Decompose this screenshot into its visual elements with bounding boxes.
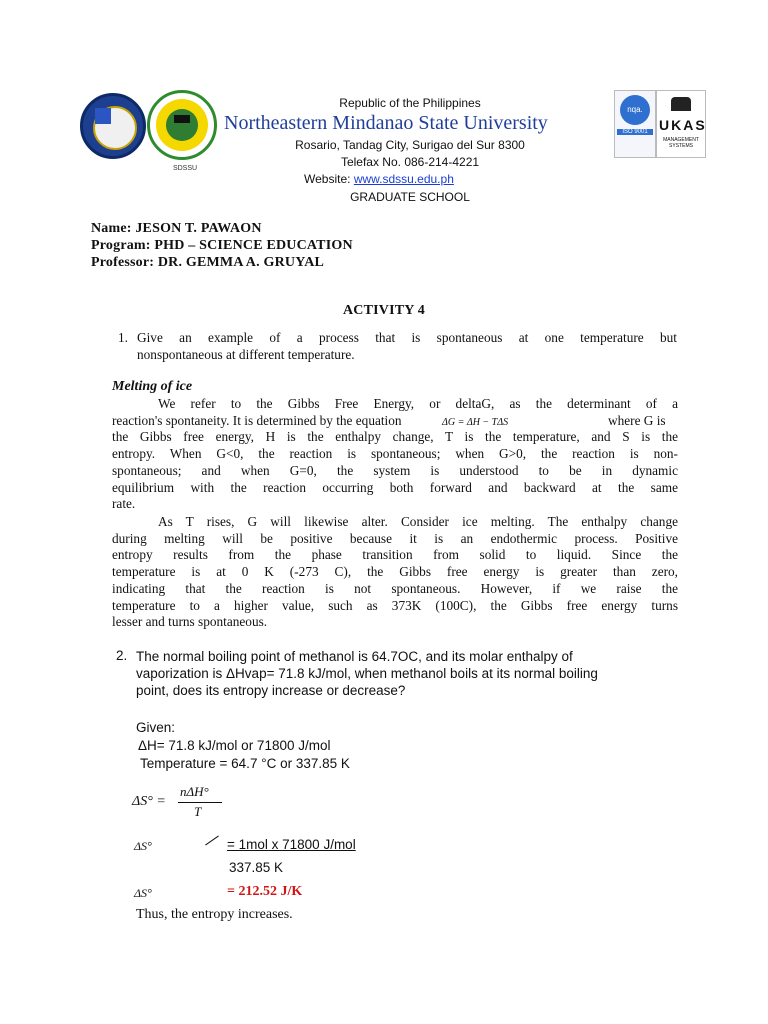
q1-p1-line-b: where G is [608,412,666,428]
website-line [304,172,524,186]
q2-line: vaporization is ΔHvap= 71.8 kJ/mol, when methanol boils at its normal boiling [136,666,598,681]
given-label: Given: [136,720,176,735]
republic-line: Republic of the Philippines [339,96,481,110]
address-line: Rosario, Tandag City, Surigao del Sur 8300 [295,138,525,152]
q1-p2-line: during melting will be positive because it is an endothermic process. Positive [112,530,678,546]
formula-lhs: ΔS° = [132,794,166,809]
q1-p2-line: temperature is at 0 K (-273 C), the Gibbs free energy is greater than zero, [112,564,678,580]
q1-paragraph2 [112,514,678,631]
q1-p1-line: We refer to the Gibbs Free Energy, or deltaG, as the determinant of a [158,396,678,411]
q1-p1-line-a: reaction's spontaneity. It is determined by the equation [112,412,402,428]
q1-line1: Give an example of a process that is spontaneous at one temperature but [137,330,677,345]
result-value: = 212.52 J/K [227,884,303,899]
iso-label: ISO 9001 [617,129,653,135]
seal-shield-icon [95,108,111,124]
crown-icon [671,97,691,111]
university-seal-logo [80,93,146,159]
formula-denominator: T [194,804,202,819]
graduate-school-line: GRADUATE SCHOOL [350,190,470,204]
calc-lhs: ΔS° [134,839,152,853]
q1-p1-line: spontaneous; and when G=0, the system is understood to be in dynamic [112,462,678,478]
student-professor: Professor: DR. GEMMA A. GRUYAL [91,255,325,270]
nqa-badge-icon: nqa. [620,95,650,125]
result-lhs: ΔS° [134,886,152,900]
q1-p1-line: rate. [112,496,136,512]
ukas-sub-label: MANAGEMENT SYSTEMS [663,137,699,149]
header [0,0,768,210]
q1-number: 1. [118,330,128,345]
grad-logo-label: SDSSU [172,165,198,172]
formula-numerator: nΔH° [180,784,209,799]
q1-paragraph1 [112,396,678,513]
website-label: Website: [304,172,351,186]
q1-p1-line: the Gibbs free energy, H is the enthalpy change, T is the temperature, and S is the [112,429,678,445]
calc-numerator: = 1mol x 71800 J/mol [227,837,356,852]
slash-mark-icon [205,836,219,846]
q2-line: point, does its entropy increase or decrease? [136,683,406,698]
formula-fraction-bar [178,802,222,803]
ukas-label: UKAS [659,117,707,133]
q1-p2-line: entropy results from the phase transition from solid to liquid. Since the [112,547,678,563]
gibbs-equation: ΔG = ΔH − TΔS [442,416,509,428]
graduate-school-logo [147,90,217,172]
q1-line2: nonspontaneous at different temperature. [137,347,355,362]
nqa-iso-logo [614,90,656,158]
q1-p2-line: indicating that the reaction is not spontaneous. However, if we raise the [112,580,678,596]
grad-logo-core-icon [166,109,198,141]
q1-p1-line [112,413,678,430]
student-name: Name: JESON T. PAWAON [91,221,262,236]
q2-number: 2. [116,648,128,663]
q1-subheading: Melting of ice [112,379,193,394]
q2-question [136,648,676,699]
student-program: Program: PHD – SCIENCE EDUCATION [91,238,353,253]
q2-line: The normal boiling point of methanol is 64.7OC, and its molar enthalpy of [136,649,573,664]
ukas-logo [656,90,706,158]
calc-denominator: 337.85 K [229,860,284,875]
conclusion: Thus, the entropy increases. [136,907,293,922]
activity-title: ACTIVITY 4 [343,303,425,318]
website-link[interactable]: www.sdssu.edu.ph [353,172,454,186]
entropy-formula [132,784,252,824]
graduation-cap-icon [174,115,190,123]
given-temperature: Temperature = 64.7 °C or 337.85 K [140,756,350,771]
q1-p2-line: lesser and turns spontaneous. [112,614,268,630]
q1-p2-line: temperature to a higher value, such as 373K (100C), the Gibbs free energy turns [112,597,678,613]
telefax-line: Telefax No. 086-214-4221 [340,155,480,169]
university-name: Northeastern Mindanao State University [224,112,548,134]
given-enthalpy: ΔH= 71.8 kJ/mol or 71800 J/mol [138,738,331,753]
q1-p1-line: entropy. When G<0, the reaction is spontaneous; when G>0, the reaction is non- [112,446,678,462]
q1-p1-line: equilibrium with the reaction occurring both forward and backward at the same [112,479,678,495]
q1-p2-line: As T rises, G will likewise alter. Consider ice melting. The enthalpy change [158,514,678,529]
